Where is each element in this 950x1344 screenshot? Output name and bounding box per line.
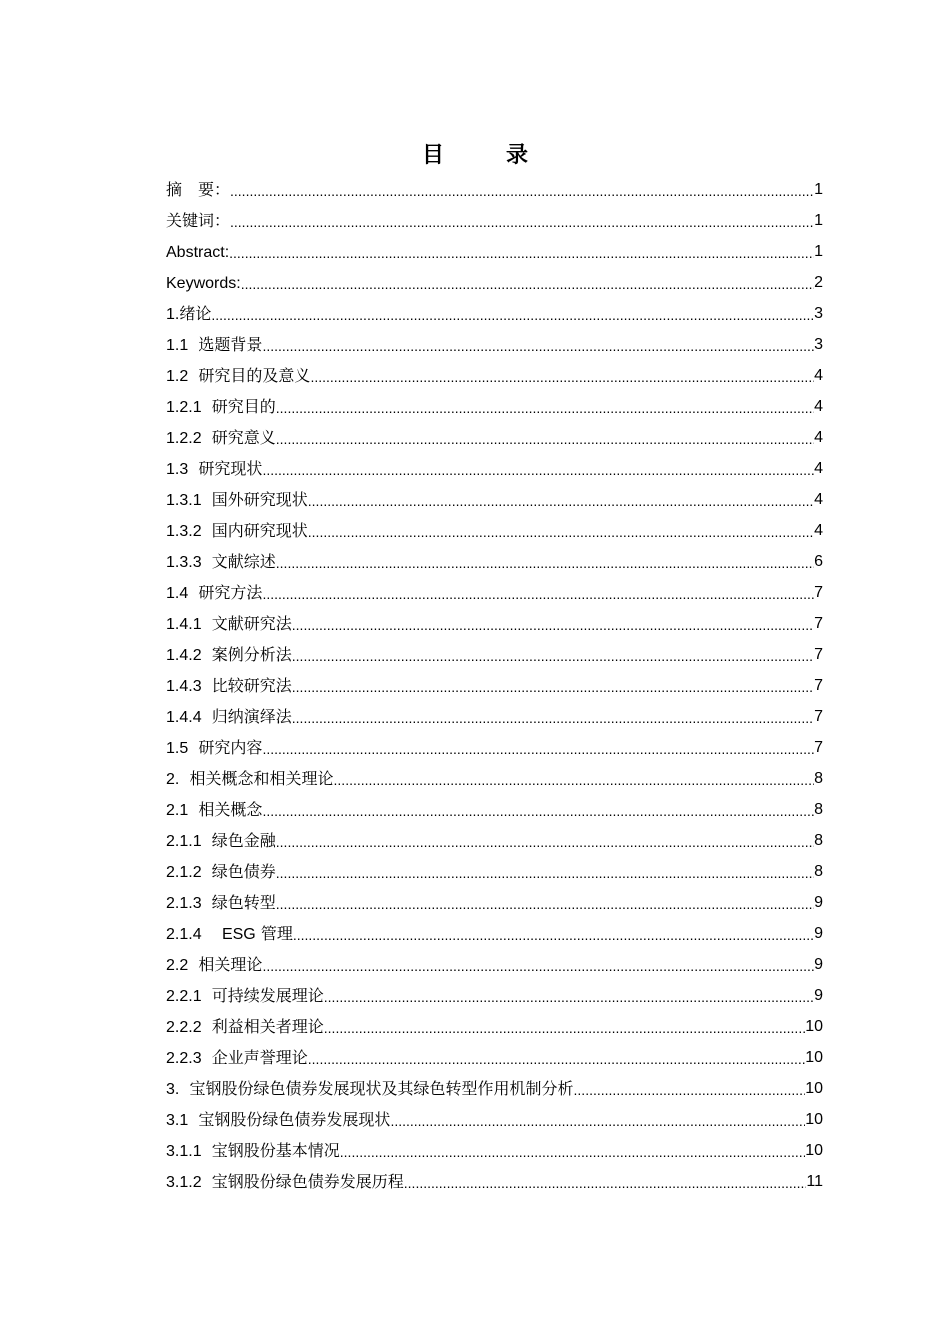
- toc-entry[interactable]: [166, 608, 823, 639]
- toc-entry-label: 2.1.2 绿色债券: [166, 861, 276, 881]
- toc-entry-page-number: 11: [806, 1173, 823, 1190]
- toc-entry-label: 1.2.2 研究意义: [166, 427, 276, 447]
- toc-dot-leader: [262, 951, 814, 980]
- toc-dot-leader: [292, 672, 814, 701]
- toc-dot-leader: [230, 176, 814, 205]
- toc-entry[interactable]: [166, 329, 823, 360]
- toc-entry-label: 关键词：: [166, 211, 231, 230]
- toc-entry-label: 1.4 研究方法: [166, 582, 263, 602]
- toc-entry-page-number: 8: [814, 863, 823, 880]
- toc-entry[interactable]: [166, 484, 823, 515]
- toc-entry[interactable]: [166, 515, 823, 546]
- toc-entry[interactable]: [166, 422, 823, 453]
- toc-entry-label: 1.2 研究目的及意义: [166, 365, 311, 385]
- toc-entry-label: 3.1.2 宝钢股份绿色债券发展历程: [166, 1171, 404, 1191]
- toc-dot-leader: [310, 362, 814, 391]
- toc-entry-label: 2.1.1 绿色金融: [166, 830, 276, 850]
- toc-entry[interactable]: [166, 763, 823, 794]
- toc-entry-page-number: 7: [814, 739, 823, 756]
- toc-entry[interactable]: [166, 546, 823, 577]
- toc-entry[interactable]: [166, 856, 823, 887]
- toc-dot-leader: [308, 517, 814, 546]
- toc-entry-page-number: 9: [814, 894, 823, 911]
- toc-entry[interactable]: [166, 577, 823, 608]
- toc-entry[interactable]: [166, 1042, 823, 1073]
- toc-dot-leader: [229, 238, 814, 267]
- toc-dot-leader: [324, 982, 814, 1011]
- toc-entry-label: Keywords:: [166, 274, 241, 292]
- toc-entry-label: 1.3.2 国内研究现状: [166, 520, 308, 540]
- toc-entry[interactable]: [166, 298, 823, 329]
- toc-entry[interactable]: [166, 639, 823, 670]
- toc-dot-leader: [292, 641, 814, 670]
- toc-entry-label: 2. 相关概念和相关理论: [166, 768, 334, 788]
- toc-entry[interactable]: [166, 1073, 823, 1104]
- toc-entry-page-number: 10: [805, 1080, 823, 1097]
- toc-entry-page-number: 8: [814, 832, 823, 849]
- toc-entry-label: 3.1.1 宝钢股份基本情况: [166, 1140, 340, 1160]
- toc-entry-label: 1.3.3 文献综述: [166, 551, 276, 571]
- toc-dot-leader: [276, 858, 814, 887]
- toc-entry-label: 2.2 相关理论: [166, 954, 263, 974]
- toc-dot-leader: [293, 920, 814, 949]
- toc-entry-page-number: 9: [814, 925, 823, 942]
- toc-dot-leader: [574, 1075, 806, 1104]
- toc-entry-page-number: 7: [814, 708, 823, 725]
- toc-dot-leader: [404, 1168, 807, 1197]
- toc-dot-leader: [276, 827, 814, 856]
- toc-dot-leader: [262, 579, 814, 608]
- toc-dot-leader: [262, 796, 814, 825]
- toc-entry-page-number: 10: [805, 1049, 823, 1066]
- toc-dot-leader: [292, 703, 814, 732]
- toc-entry[interactable]: [166, 732, 823, 763]
- toc-entry-page-number: 3: [814, 305, 823, 322]
- toc-entry[interactable]: [166, 174, 823, 205]
- toc-entry-page-number: 9: [814, 987, 823, 1004]
- toc-entry-page-number: 10: [805, 1142, 823, 1159]
- toc-entry-page-number: 10: [805, 1018, 823, 1035]
- toc-entry-page-number: 7: [814, 646, 823, 663]
- toc-entry[interactable]: [166, 360, 823, 391]
- toc-dot-leader: [308, 486, 814, 515]
- toc-entry-label: 1.绪论: [166, 303, 212, 323]
- toc-entry-page-number: 7: [814, 584, 823, 601]
- toc-entry-label: 2.2.1 可持续发展理论: [166, 985, 324, 1005]
- toc-entry-label: Abstract:: [166, 243, 230, 261]
- toc-entry-label: 1.2.1 研究目的: [166, 396, 276, 416]
- toc-entry-label: 1.4.4 归纳演绎法: [166, 706, 292, 726]
- toc-entry-label: 3. 宝钢股份绿色债券发展现状及其绿色转型作用机制分析: [166, 1078, 574, 1098]
- toc-title: 目 录: [421, 143, 548, 168]
- toc-entry[interactable]: [166, 267, 823, 298]
- toc-dot-leader: [262, 331, 814, 360]
- toc-entry-page-number: 4: [814, 367, 823, 384]
- toc-entry-page-number: 4: [814, 460, 823, 477]
- table-of-contents: [166, 174, 823, 1197]
- toc-entry-page-number: 6: [814, 553, 823, 570]
- toc-entry-label: 1.3.1 国外研究现状: [166, 489, 308, 509]
- toc-entry-label: 2.1 相关概念: [166, 799, 263, 819]
- toc-dot-leader: [276, 424, 814, 453]
- toc-entry[interactable]: [166, 701, 823, 732]
- toc-entry-label: 1.4.2 案例分析法: [166, 644, 292, 664]
- toc-dot-leader: [276, 393, 814, 422]
- toc-entry-page-number: 1: [814, 212, 823, 229]
- toc-entry-label: 2.1.3 绿色转型: [166, 892, 276, 912]
- toc-entry-page-number: 9: [814, 956, 823, 973]
- toc-dot-leader: [340, 1137, 805, 1166]
- toc-entry[interactable]: [166, 453, 823, 484]
- toc-entry-label: 2.1.4 ESG 管理: [166, 923, 293, 943]
- toc-entry[interactable]: [166, 1011, 823, 1042]
- toc-entry[interactable]: [166, 949, 823, 980]
- toc-dot-leader: [390, 1106, 805, 1135]
- toc-entry[interactable]: [166, 794, 823, 825]
- toc-entry[interactable]: [166, 670, 823, 701]
- toc-entry-label: 3.1 宝钢股份绿色债券发展现状: [166, 1109, 391, 1129]
- toc-entry[interactable]: [166, 887, 823, 918]
- toc-dot-leader: [324, 1013, 805, 1042]
- toc-dot-leader: [276, 889, 814, 918]
- toc-entry-page-number: 10: [805, 1111, 823, 1128]
- toc-entry-page-number: 3: [814, 336, 823, 353]
- toc-dot-leader: [262, 734, 814, 763]
- toc-dot-leader: [241, 269, 814, 298]
- toc-dot-leader: [230, 207, 814, 236]
- toc-entry-page-number: 1: [814, 243, 823, 260]
- toc-entry-page-number: 4: [814, 398, 823, 415]
- toc-entry-label: 1.3 研究现状: [166, 458, 263, 478]
- toc-entry-page-number: 8: [814, 801, 823, 818]
- toc-entry-label: 2.2.3 企业声誉理论: [166, 1047, 308, 1067]
- toc-entry[interactable]: [166, 918, 823, 949]
- toc-dot-leader: [211, 300, 814, 329]
- toc-entry-page-number: 4: [814, 429, 823, 446]
- toc-entry-label: 摘 要：: [166, 180, 231, 199]
- toc-entry[interactable]: [166, 1104, 823, 1135]
- toc-entry[interactable]: [166, 236, 823, 267]
- toc-dot-leader: [334, 765, 815, 794]
- toc-entry[interactable]: [166, 825, 823, 856]
- toc-entry-label: 1.4.1 文献研究法: [166, 613, 292, 633]
- toc-entry-page-number: 4: [814, 522, 823, 539]
- toc-entry-label: 1.5 研究内容: [166, 737, 263, 757]
- toc-entry[interactable]: [166, 391, 823, 422]
- toc-dot-leader: [262, 455, 814, 484]
- toc-entry[interactable]: [166, 1166, 823, 1197]
- toc-entry-page-number: 2: [814, 274, 823, 291]
- toc-entry-page-number: 1: [814, 181, 823, 198]
- toc-entry-label: 2.2.2 利益相关者理论: [166, 1016, 324, 1036]
- toc-dot-leader: [292, 610, 814, 639]
- toc-dot-leader: [276, 548, 814, 577]
- toc-dot-leader: [308, 1044, 805, 1073]
- toc-entry[interactable]: [166, 205, 823, 236]
- toc-entry-page-number: 7: [814, 677, 823, 694]
- toc-entry-page-number: 4: [814, 491, 823, 508]
- toc-entry-page-number: 8: [814, 770, 823, 787]
- toc-entry-page-number: 7: [814, 615, 823, 632]
- toc-entry-label: 1.1 选题背景: [166, 334, 263, 354]
- toc-entry[interactable]: [166, 1135, 823, 1166]
- toc-entry[interactable]: [166, 980, 823, 1011]
- toc-entry-label: 1.4.3 比较研究法: [166, 675, 292, 695]
